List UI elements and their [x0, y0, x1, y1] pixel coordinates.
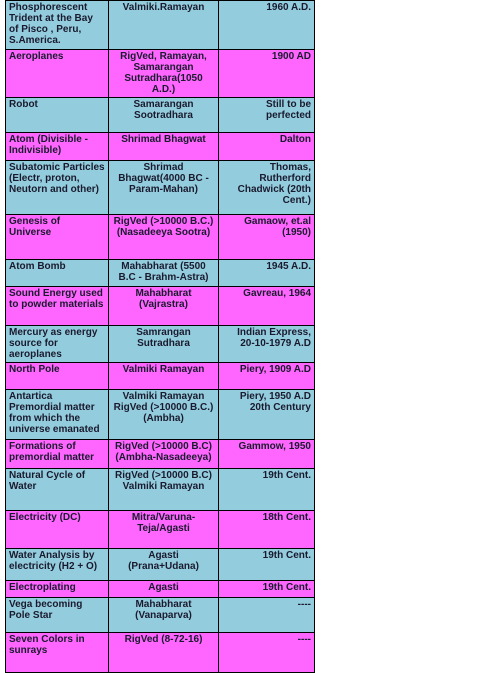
source-cell: Valmiki Ramayan	[109, 363, 219, 390]
source-cell: RigVed, Ramayan, Samarangan Sutradhara(1050 A.D.)	[109, 50, 219, 98]
source-cell: Valmiki.Ramayan	[109, 1, 219, 50]
inventions-table	[5, 0, 315, 673]
source-cell: RigVed (>10000 B.C) (Ambha-Nasadeeya)	[109, 440, 219, 469]
modern-discovery-cell: Still to be perfected	[219, 98, 315, 133]
invention-cell: Atom Bomb	[6, 260, 109, 287]
source-cell: Mitra/Varuna-Teja/Agasti	[109, 511, 219, 549]
table-row	[6, 215, 315, 260]
source-cell: RigVed (>10000 B.C.) (Nasadeeya Sootra)	[109, 215, 219, 260]
source-cell: Mahabharat (Vanaparva)	[109, 598, 219, 633]
invention-cell: Water Analysis by electricity (H2 + O)	[6, 549, 109, 581]
invention-cell: Sound Energy used to powder materials	[6, 287, 109, 326]
invention-cell: Mercury as energy source for aeroplanes	[6, 326, 109, 363]
modern-discovery-cell: ----	[219, 598, 315, 633]
invention-cell: Formations of premordial matter	[6, 440, 109, 469]
modern-discovery-cell: 18th Cent.	[219, 511, 315, 549]
table-row	[6, 511, 315, 549]
source-cell: Samrangan Sutradhara	[109, 326, 219, 363]
table-row	[6, 1, 315, 50]
modern-discovery-cell: 19th Cent.	[219, 581, 315, 598]
table-row	[6, 260, 315, 287]
invention-cell: Natural Cycle of Water	[6, 469, 109, 511]
table-row	[6, 161, 315, 215]
source-cell: Shrimad Bhagwat	[109, 133, 219, 161]
table-row	[6, 287, 315, 326]
table-row	[6, 390, 315, 440]
table-row	[6, 98, 315, 133]
table-row	[6, 581, 315, 598]
invention-cell: Phosphorescent Trident at the Bay of Pisco , Peru, S.America.	[6, 1, 109, 50]
invention-cell: Robot	[6, 98, 109, 133]
table-row	[6, 598, 315, 633]
invention-cell: North Pole	[6, 363, 109, 390]
modern-discovery-cell: 1945 A.D.	[219, 260, 315, 287]
table-row	[6, 50, 315, 98]
invention-cell: Seven Colors in sunrays	[6, 633, 109, 673]
source-cell: RigVed (8-72-16)	[109, 633, 219, 673]
table-row	[6, 133, 315, 161]
source-cell: Mahabharat (Vajrastra)	[109, 287, 219, 326]
table-row	[6, 469, 315, 511]
source-cell: RigVed (>10000 B.C) Valmiki Ramayan	[109, 469, 219, 511]
source-cell: Agasti	[109, 581, 219, 598]
modern-discovery-cell: ----	[219, 633, 315, 673]
invention-cell: Electricity (DC)	[6, 511, 109, 549]
modern-discovery-cell: Piery, 1909 A.D	[219, 363, 315, 390]
modern-discovery-cell: Thomas, Rutherford Chadwick (20th Cent.)	[219, 161, 315, 215]
invention-cell: Genesis of Universe	[6, 215, 109, 260]
modern-discovery-cell: Dalton	[219, 133, 315, 161]
invention-cell: Electroplating	[6, 581, 109, 598]
source-cell: Valmiki Ramayan RigVed (>10000 B.C.) (Ambha)	[109, 390, 219, 440]
invention-cell: Antartica Premordial matter from which the universe emanated	[6, 390, 109, 440]
table-row	[6, 363, 315, 390]
table-body	[6, 1, 315, 673]
table-row	[6, 326, 315, 363]
modern-discovery-cell: 1900 AD	[219, 50, 315, 98]
modern-discovery-cell: Gavreau, 1964	[219, 287, 315, 326]
modern-discovery-cell: 19th Cent.	[219, 469, 315, 511]
source-cell: Agasti (Prana+Udana)	[109, 549, 219, 581]
modern-discovery-cell: Indian Express, 20-10-1979 A.D	[219, 326, 315, 363]
source-cell: Mahabharat (5500 B.C - Brahm-Astra)	[109, 260, 219, 287]
invention-cell: Atom (Divisible - Indivisible)	[6, 133, 109, 161]
modern-discovery-cell: Gamaow, et.al (1950)	[219, 215, 315, 260]
invention-cell: Subatomic Particles (Electr, proton, Neutorn and other)	[6, 161, 109, 215]
invention-cell: Vega becoming Pole Star	[6, 598, 109, 633]
table-row	[6, 549, 315, 581]
modern-discovery-cell: Piery, 1950 A.D 20th Century	[219, 390, 315, 440]
modern-discovery-cell: 1960 A.D.	[219, 1, 315, 50]
source-cell: Samarangan Sootradhara	[109, 98, 219, 133]
modern-discovery-cell: Gammow, 1950	[219, 440, 315, 469]
modern-discovery-cell: 19th Cent.	[219, 549, 315, 581]
source-cell: Shrimad Bhagwat(4000 BC - Param-Mahan)	[109, 161, 219, 215]
invention-cell: Aeroplanes	[6, 50, 109, 98]
table-row	[6, 633, 315, 673]
table-row	[6, 440, 315, 469]
